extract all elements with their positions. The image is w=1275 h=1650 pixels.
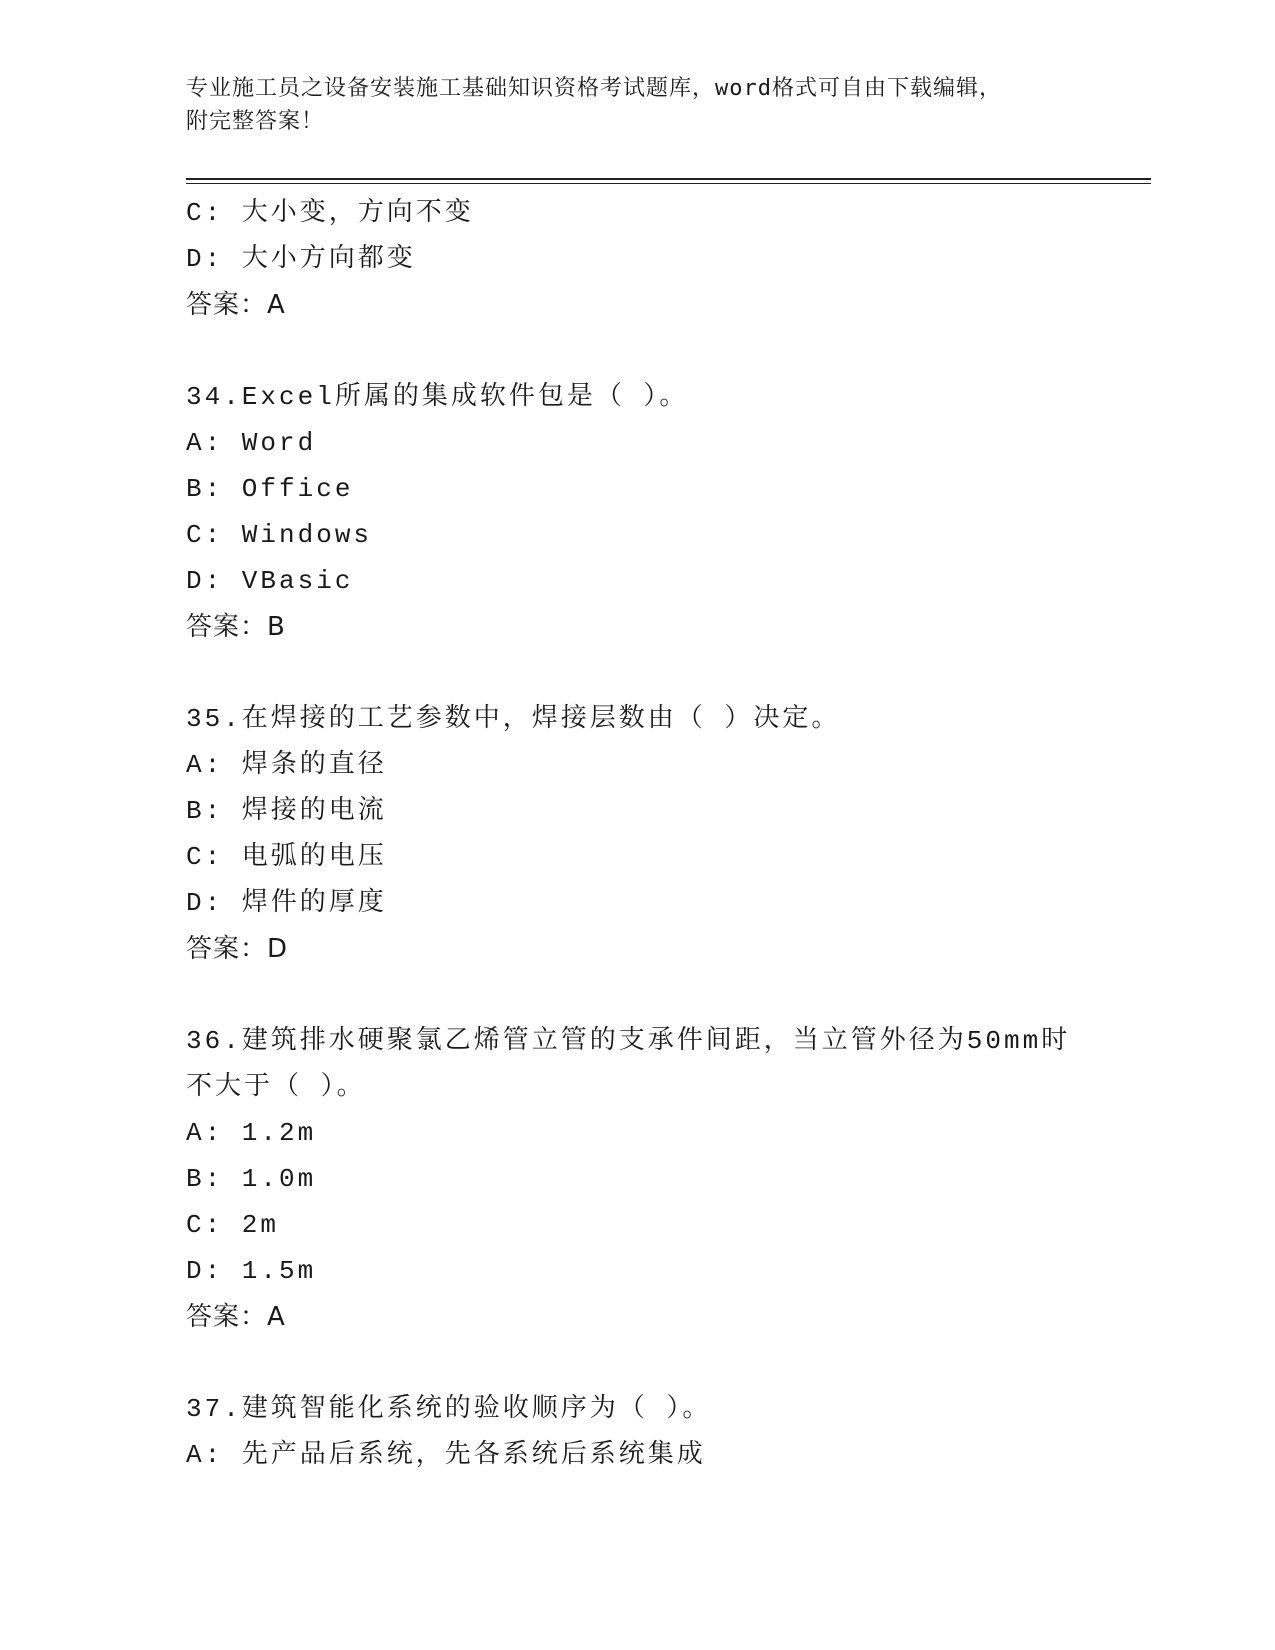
question-36 <box>186 1018 1086 1340</box>
option-d: D: 大小方向都变 <box>186 244 416 274</box>
question-34 <box>186 374 1086 650</box>
answer-label: 答案：D <box>186 934 289 964</box>
document-header <box>186 72 1086 138</box>
option-b: B: 1.0m <box>186 1164 317 1194</box>
option-d: D: 1.5m <box>186 1256 317 1286</box>
header-line-2: 附完整答案！ <box>186 109 325 134</box>
option-c: C: 电弧的电压 <box>186 842 387 872</box>
option-a: A: 先产品后系统，先各系统后系统集成 <box>186 1440 706 1470</box>
option-a: A: Word <box>186 428 317 458</box>
header-line-1: 专业施工员之设备安装施工基础知识资格考试题库，word格式可自由下载编辑， <box>186 76 1002 101</box>
question-stem-continued: 不大于（ ）。 <box>186 1072 366 1102</box>
question-37 <box>186 1386 1086 1478</box>
header-divider-thin <box>186 183 1151 184</box>
option-b: B: 焊接的电流 <box>186 796 387 826</box>
option-d: D: VBasic <box>186 566 354 596</box>
option-b: B: Office <box>186 474 354 504</box>
question-35 <box>186 696 1086 972</box>
question-stem: 35.在焊接的工艺参数中，焊接层数由（ ）决定。 <box>186 704 841 734</box>
question-stem: 34.Excel所属的集成软件包是（ ）。 <box>186 382 689 412</box>
option-c: C: Windows <box>186 520 373 550</box>
answer-label: 答案：A <box>186 290 286 320</box>
question-stem: 37.建筑智能化系统的验收顺序为（ ）。 <box>186 1394 712 1424</box>
question-carryover <box>186 190 1086 328</box>
answer-label: 答案：A <box>186 1302 286 1332</box>
option-a: A: 1.2m <box>186 1118 317 1148</box>
question-stem: 36.建筑排水硬聚氯乙烯管立管的支承件间距，当立管外径为50mm时 <box>186 1026 1071 1056</box>
question-list <box>186 190 1086 1478</box>
answer-label: 答案：B <box>186 612 286 642</box>
option-a: A: 焊条的直径 <box>186 750 387 780</box>
option-c: C: 大小变，方向不变 <box>186 198 474 228</box>
option-d: D: 焊件的厚度 <box>186 888 387 918</box>
header-divider-thick <box>186 178 1151 180</box>
option-c: C: 2m <box>186 1210 280 1240</box>
